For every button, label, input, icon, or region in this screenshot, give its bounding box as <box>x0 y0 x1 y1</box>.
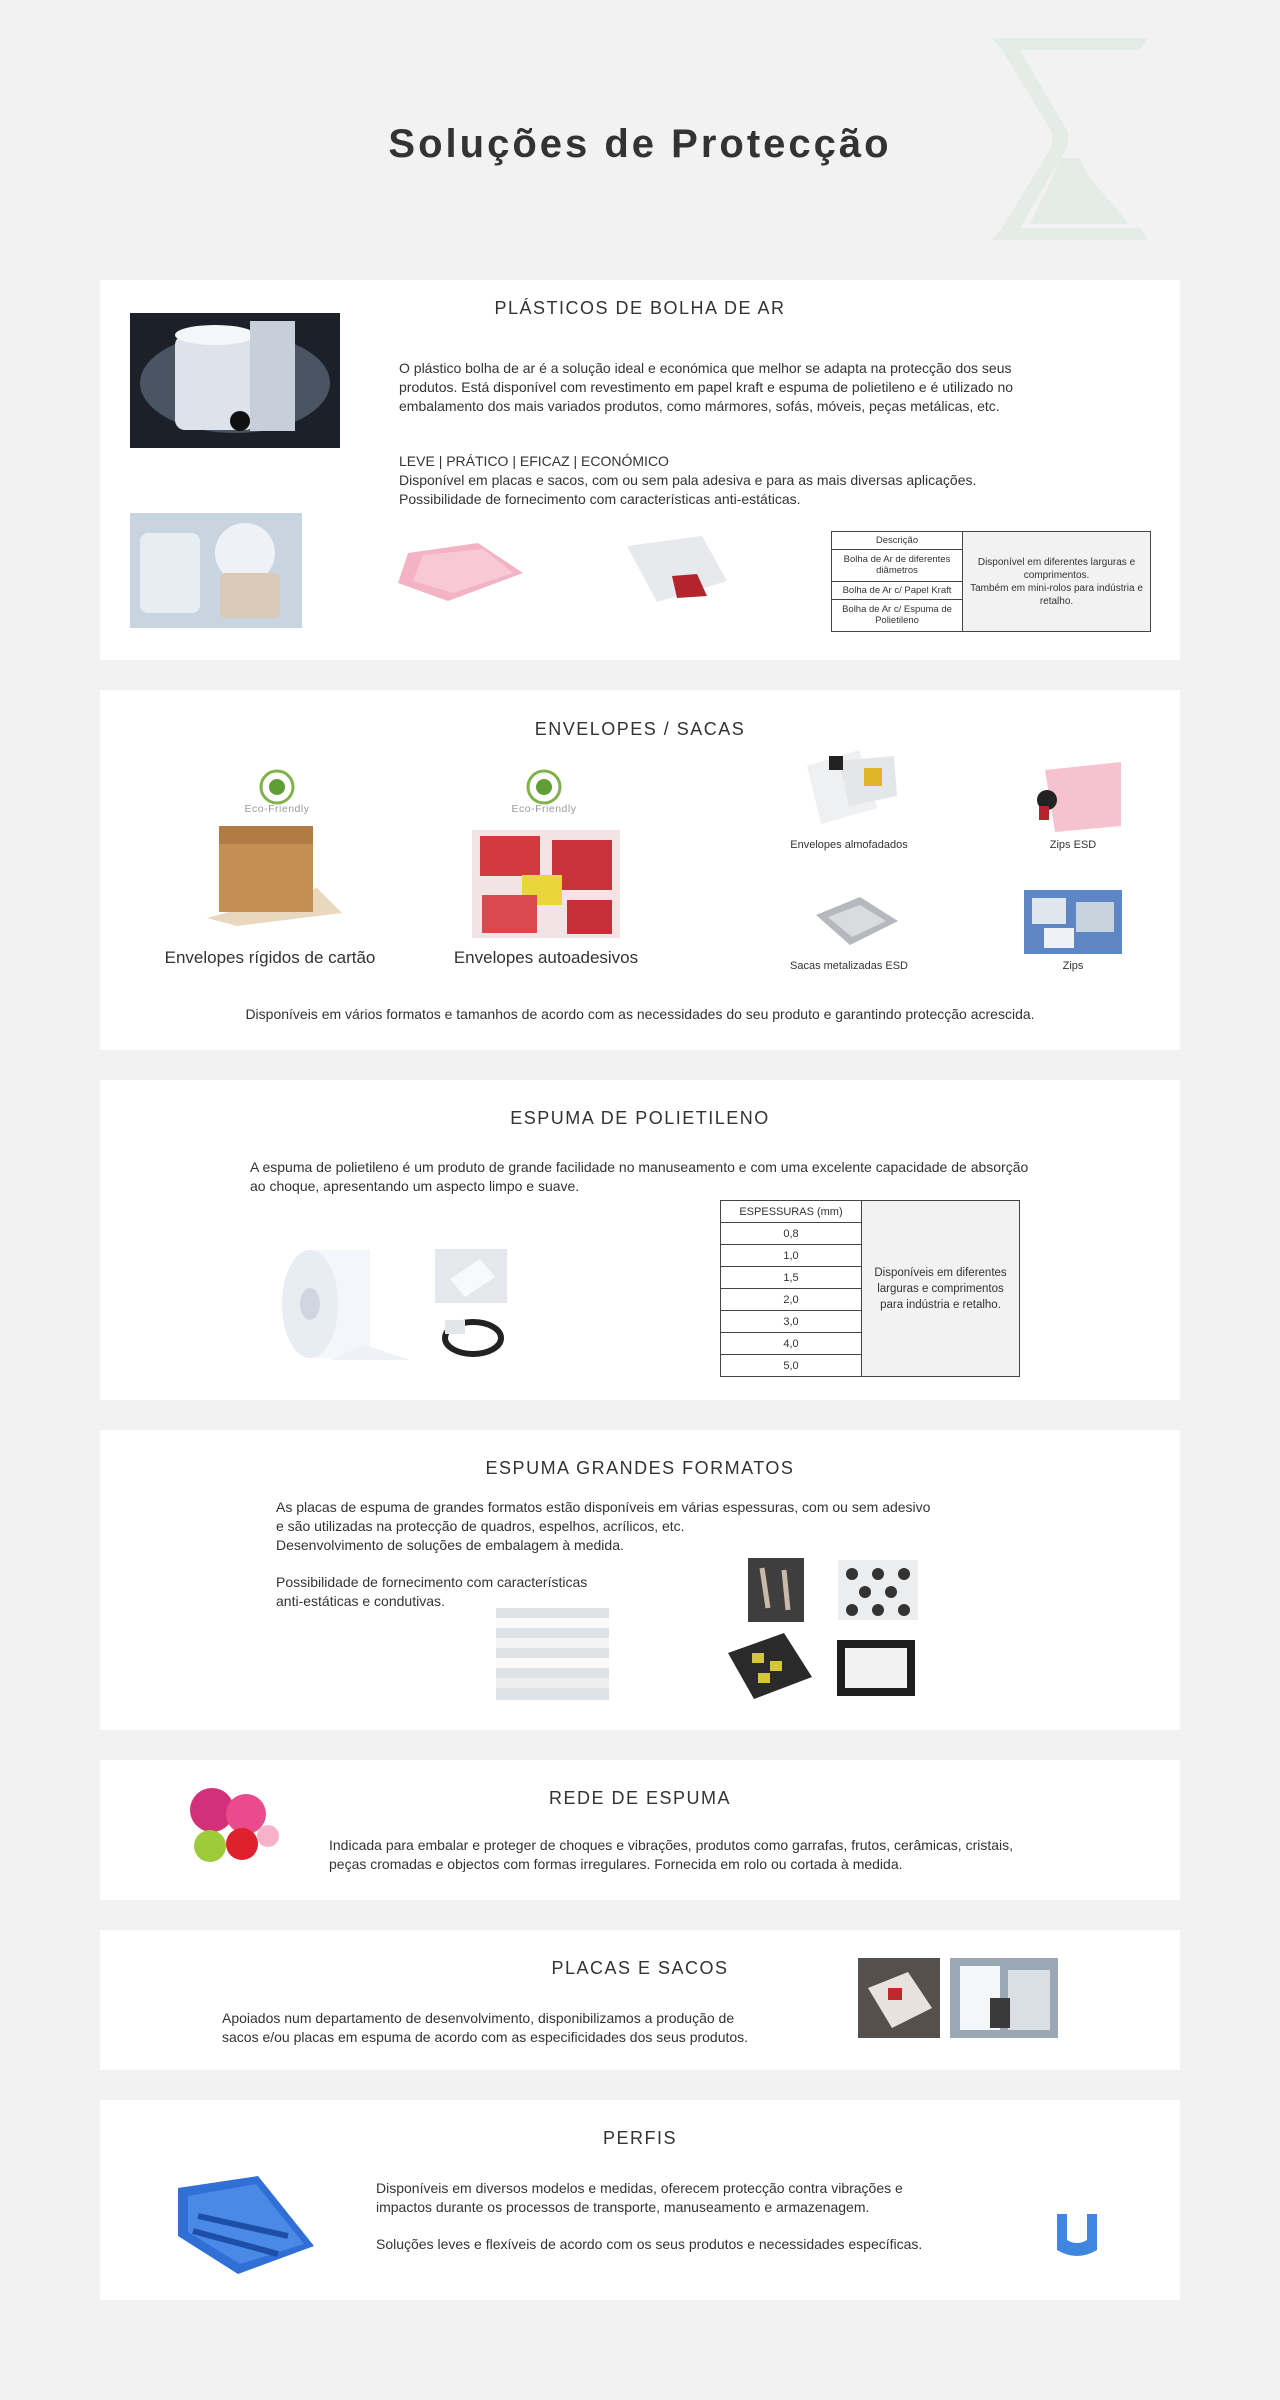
grandes-line-5: anti-estáticas e condutivas. <box>276 1593 445 1609</box>
foam-sheet-photo <box>435 1249 507 1303</box>
esd-zips-photo <box>1025 762 1121 832</box>
foam-boards-photo <box>496 1608 609 1700</box>
grandes-line-4: Possibilidade de fornecimento com características <box>276 1574 588 1590</box>
foam-wrapped-item-photo <box>435 1310 507 1360</box>
eco-friendly-label: Eco-Friendly <box>244 803 310 815</box>
table-row: 2,0 <box>721 1289 862 1311</box>
envelopes-footer: Disponíveis em vários formatos e tamanhos de acordo com as necessidades do seu produto e garantindo protecção acrescida. <box>245 1006 1035 1022</box>
perfis-title: PERFIS <box>602 2128 677 2148</box>
espessuras-table-header: ESPESSURAS (mm) <box>721 1201 862 1223</box>
placas-line-2: sacos e/ou placas em espuma de acordo com as especificidades dos seus produtos. <box>222 2029 749 2045</box>
foam-tray-photo <box>724 1633 812 1699</box>
foam-bags-photo <box>858 1958 940 2038</box>
grandes-line-1: As placas de espuma de grandes formatos estão disponíveis em várias espessuras, com ou sem adesivo <box>276 1499 931 1515</box>
perfis-section <box>100 2100 1180 2300</box>
bolha-tagline: LEVE | PRÁTICO | EFICAZ | ECONÓMICO <box>399 453 669 469</box>
table-row: Bolha de Ar de diferentes diâmetros <box>832 549 963 581</box>
bolha-table-note-1: Disponível em diferentes larguras e comprimentos. <box>977 556 1136 581</box>
clear-bubble-bag-photo <box>622 536 728 604</box>
foam-sheets-photo <box>950 1958 1058 2038</box>
placas-line-1: Apoiados num departamento de desenvolvimento, disponibilizamos a produção de <box>222 2010 735 2026</box>
grandes-section <box>100 1430 1180 1730</box>
esd-zips-caption: Zips ESD <box>1049 839 1097 851</box>
rede-line-1: Indicada para embalar e proteger de choques e vibrações, produtos como garrafas, frutos, cerâmicas, cristais, <box>329 1837 1014 1853</box>
perfis-line-3: Soluções leves e flexíveis de acordo com os seus produtos e necessidades específicas. <box>376 2236 923 2252</box>
espuma-title: ESPUMA DE POLIETILENO <box>510 1108 770 1128</box>
page-title: Soluções de Protecção <box>388 122 892 166</box>
envelope-rigid-caption: Envelopes rígidos de cartão <box>164 948 376 967</box>
bubble-bags-photo <box>130 513 302 628</box>
bolha-title: PLÁSTICOS DE BOLHA DE AR <box>494 298 786 318</box>
perforated-foam-photo <box>838 1560 918 1620</box>
foam-profiles-photo <box>178 2176 314 2274</box>
cardboard-envelopes-photo <box>197 818 343 926</box>
espuma-section <box>100 1080 1180 1400</box>
padded-envelopes-photo <box>799 746 899 826</box>
grandes-line-3: Desenvolvimento de soluções de embalagem à medida. <box>276 1537 624 1553</box>
foam-roll-photo <box>270 1245 410 1360</box>
envelopes-section <box>100 690 1180 1050</box>
bolha-table-note <box>963 532 1151 632</box>
table-row: 4,0 <box>721 1333 862 1355</box>
eco-friendly-badge-icon <box>525 769 563 805</box>
envelope-adhesive-caption: Envelopes autoadesivos <box>453 948 639 967</box>
bolha-table-header: Descrição <box>832 532 963 550</box>
cutout-foam-photo <box>748 1558 804 1622</box>
table-row: 5,0 <box>721 1355 862 1377</box>
bolha-description: O plástico bolha de ar é a solução ideal e económica que melhor se adapta na protecção dos seus produtos. Está disponível com revestimento em papel kraft e espuma de polietileno e é utilizado no embalamento dos mais variados produtos, como mármores, sofás, móveis, peças metálicas, etc. <box>399 360 1014 414</box>
perfis-line-1: Disponíveis em diversos modelos e medidas, oferecem protecção contra vibrações e <box>376 2180 903 2196</box>
table-row: Bolha de Ar c/ Papel Kraft <box>832 581 963 599</box>
pink-bubble-bags-photo <box>398 543 524 603</box>
table-row: 0,8 <box>721 1223 862 1245</box>
zips-photo <box>1024 890 1122 954</box>
placas-title: PLACAS E SACOS <box>551 1958 729 1978</box>
table-row: 1,0 <box>721 1245 862 1267</box>
espessuras-table <box>720 1200 1020 1377</box>
eco-friendly-badge-icon <box>258 769 296 805</box>
bolha-section <box>100 280 1180 660</box>
esd-metal-bags-photo <box>810 895 900 947</box>
bolha-table-note-2: Também em mini-rolos para indústria e retalho. <box>970 582 1143 607</box>
rede-section <box>100 1760 1180 1900</box>
rede-title: REDE DE ESPUMA <box>548 1788 732 1808</box>
zips-caption: Zips <box>1062 960 1084 972</box>
perfis-line-2: impactos durante os processos de transporte, manuseamento e armazenagem. <box>376 2199 870 2215</box>
esd-metal-bags-caption: Sacas metalizadas ESD <box>790 960 908 972</box>
foam-net-fruits-photo <box>184 1784 280 1868</box>
padded-envelopes-caption: Envelopes almofadados <box>790 839 908 851</box>
bolha-availability: Disponível em placas e sacos, com ou sem pala adesiva e para as mais diversas aplicações. <box>399 472 977 488</box>
envelopes-title: ENVELOPES / SACAS <box>534 719 746 739</box>
grandes-title: ESPUMA GRANDES FORMATOS <box>485 1458 795 1478</box>
bolha-table <box>831 531 1151 632</box>
bolha-antistatic: Possibilidade de fornecimento com características anti-estáticas. <box>399 491 801 507</box>
table-row: 3,0 <box>721 1311 862 1333</box>
adhesive-envelopes-photo <box>472 830 620 938</box>
eco-friendly-label: Eco-Friendly <box>511 803 577 815</box>
table-row: 1,5 <box>721 1267 862 1289</box>
placas-section <box>100 1930 1180 2070</box>
table-row: Bolha de Ar c/ Espuma de Polietileno <box>832 599 963 631</box>
grandes-line-2: e são utilizadas na protecção de quadros, espelhos, acrílicos, etc. <box>276 1518 685 1534</box>
u-profile-photo <box>1051 2210 1103 2258</box>
foam-case-photo <box>831 1636 921 1700</box>
espuma-description: A espuma de polietileno é um produto de grande facilidade no manuseamento e com uma excelente capacidade de absorção ao choque, apresentando um aspecto limpo e suave. <box>250 1159 1029 1194</box>
rede-line-2: peças cromadas e objectos com formas irregulares. Fornecida em rolo ou cortada à medida. <box>329 1856 903 1872</box>
hourglass-logo-icon <box>990 36 1150 242</box>
bubble-roll-photo <box>130 313 340 448</box>
espessuras-table-note: Disponíveis em diferentes larguras e comprimentos para indústria e retalho. <box>862 1201 1020 1377</box>
